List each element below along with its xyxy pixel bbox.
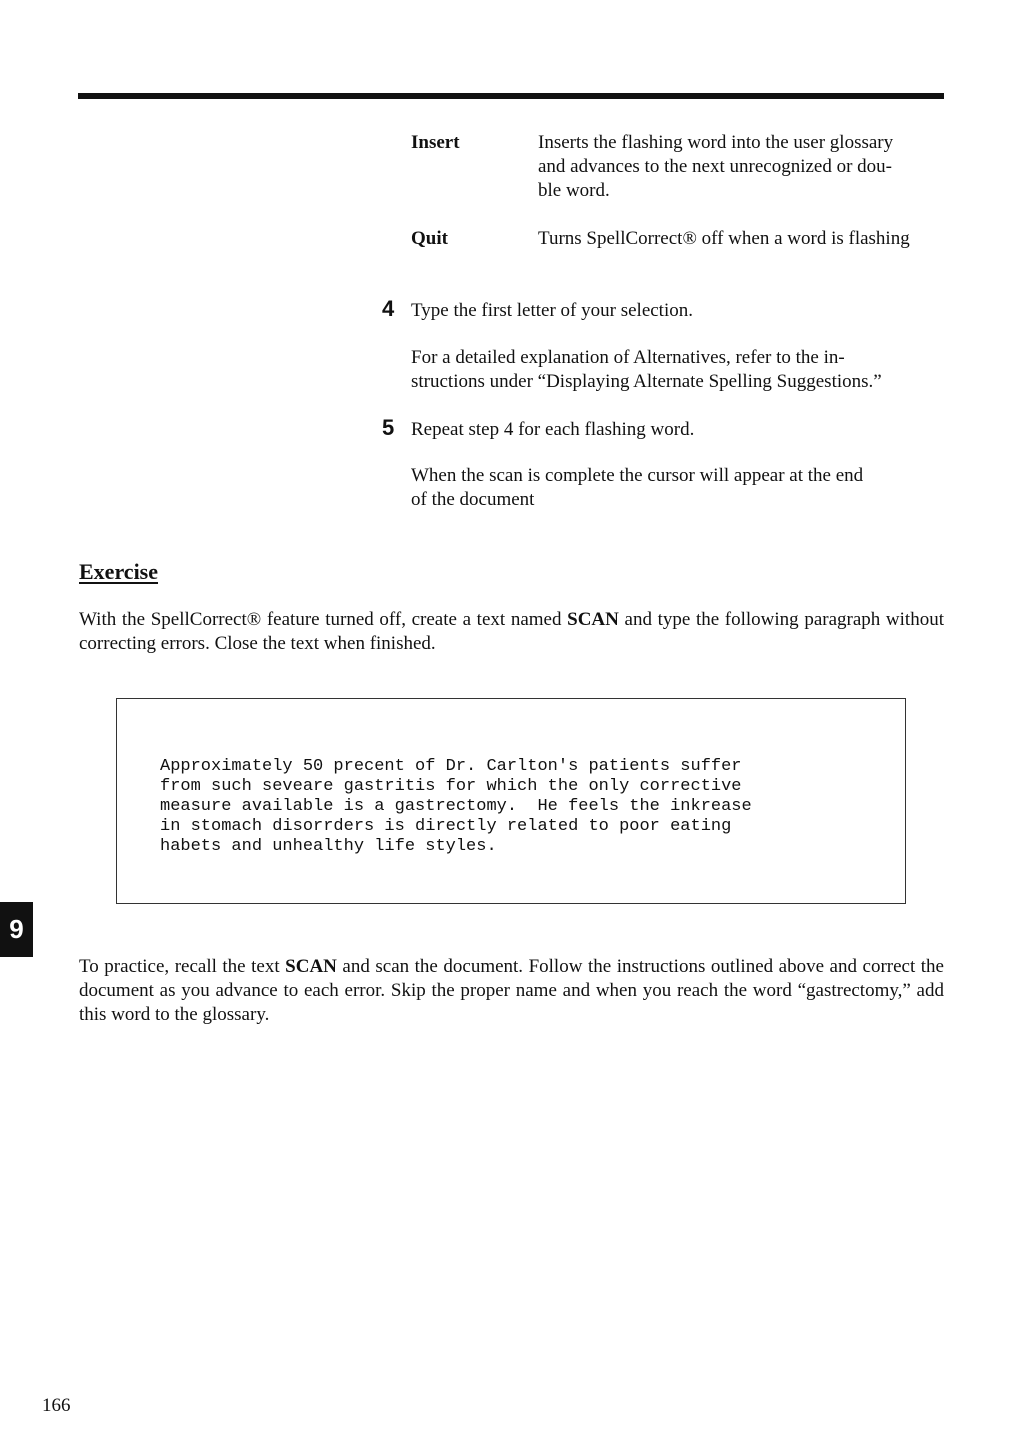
section-heading-exercise: Exercise [79, 559, 159, 584]
exercise-box-line: habets and unhealthy life styles. [160, 837, 497, 856]
step-note-line: structions under “Displaying Alternate Spelling Suggestions.” [411, 371, 882, 392]
exercise-box-line: from such seveare gastritis for which the only corrective [160, 777, 742, 796]
practice-paragraph [79, 955, 944, 1027]
definition-desc-line: and advances to the next unrecognized or dou- [538, 156, 893, 177]
step-note-5 [411, 464, 944, 512]
definition-desc-line: ble word. [538, 180, 610, 201]
step-note-line: For a detailed explanation of Alternatives, refer to the in- [411, 347, 845, 368]
top-rule [78, 93, 944, 99]
practice-bold-scan: SCAN [285, 956, 337, 977]
step-number-4: 4 [382, 296, 395, 321]
page-number: 166 [42, 1395, 71, 1416]
exercise-intro-paragraph [79, 608, 944, 656]
definition-term-insert: Insert [411, 132, 460, 153]
step-text-5: Repeat step 4 for each flashing word. [411, 419, 695, 440]
practice-text: To practice, recall the text [79, 956, 286, 977]
definition-desc-line: Inserts the flashing word into the user glossary [538, 132, 894, 153]
intro-bold-scan: SCAN [567, 609, 619, 630]
definition-desc-line: Turns SpellCorrect® off when a word is flashing [538, 228, 910, 249]
definition-term-quit: Quit [411, 228, 448, 249]
intro-text: and type the following paragraph without correcting errors. Close the text when finished. [79, 609, 944, 654]
definition-desc-quit [538, 227, 944, 251]
chapter-tab: 9 [0, 902, 33, 957]
step-text-4: Type the first letter of your selection. [411, 300, 693, 321]
exercise-text-box [116, 698, 906, 904]
exercise-box-line: measure available is a gastrectomy. He feels the inkrease [160, 797, 752, 816]
step-note-line: When the scan is complete the cursor will appear at the end [411, 465, 864, 486]
practice-text: and scan the document. Follow the instructions outlined above and correct the document as you advance to each error. Skip the proper name and when you reach the word “gastrectomy,” add this word to the glossary. [79, 956, 944, 1025]
step-note-line: of the document [411, 489, 535, 510]
exercise-box-line: Approximately 50 precent of Dr. Carlton's patients suffer [160, 757, 742, 776]
step-note-4 [411, 346, 944, 394]
definition-desc-insert [538, 131, 944, 203]
intro-text: With the SpellCorrect® feature turned off, create a text named [79, 609, 568, 630]
step-number-5: 5 [382, 415, 395, 440]
exercise-box-line: in stomach disorrders is directly related to poor eating [160, 817, 732, 836]
